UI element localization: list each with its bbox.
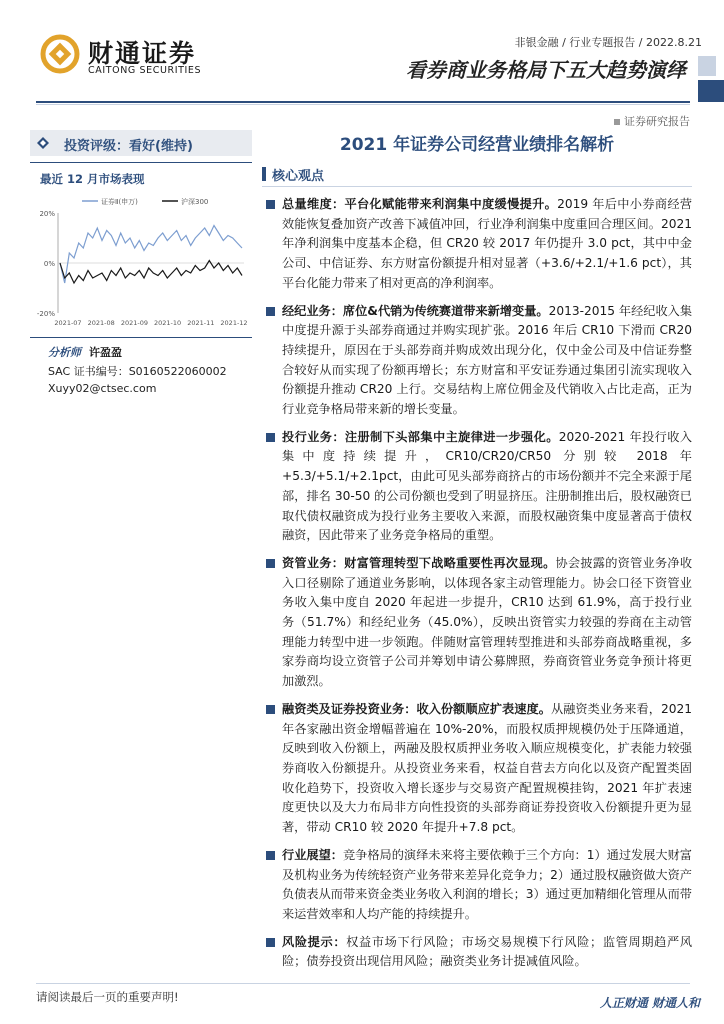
- core-divider: [262, 186, 692, 187]
- market-performance-title: 最近 12 月市场表现: [40, 172, 145, 186]
- key-point: [262, 933, 692, 972]
- key-point-heading: 风险提示：: [282, 934, 347, 949]
- brand-name-en: CAITONG SECURITIES: [88, 65, 202, 76]
- square-bullet-icon: [266, 705, 275, 714]
- chart-x-tick-label: 2021-12: [220, 319, 248, 327]
- square-bullet-icon: [266, 851, 275, 860]
- heading-bar: [262, 167, 266, 181]
- footer-disclaimer[interactable]: 请阅读最后一页的重要声明!: [36, 990, 179, 1004]
- report-type-label: 证券研究报告: [624, 115, 690, 128]
- analyst-sac: SAC 证书编号：S0160522060002: [48, 365, 227, 378]
- chart-series-line: [60, 261, 242, 284]
- sidebar-divider-2: [30, 337, 252, 338]
- key-point-heading: 经纪业务：席位&代销为传统赛道带来新增变量。: [282, 303, 549, 318]
- analyst-line: [48, 344, 252, 360]
- chart-legend-label: 证券Ⅱ(申万): [101, 198, 138, 206]
- key-point: [262, 700, 692, 838]
- chart-y-tick-label: -20%: [36, 310, 55, 318]
- key-point: [262, 428, 692, 546]
- header-decoration: [698, 80, 724, 102]
- rating-box: [30, 130, 252, 156]
- key-point-body: 2013-2015 年经纪收入集中度提升源于头部券商通过并购实现扩张。2016 年后 CR10 下滑而 CR20 持续提升，原因在于头部券商并购成效出现分化，仅中金公司及中信证券整合较好从而实现了份额再增长；东方财富和平安证券通过集团引流实现收入份额提升推动 CR20 上行。交易结构上席位佣金及代销收入占比走高，正为行业竞争格局带来新的增长变量。: [282, 303, 693, 417]
- key-point-heading: 资管业务：财富管理转型下战略重要性再次显现。: [282, 555, 556, 570]
- investment-rating: 投资评级：看好(维持): [64, 139, 193, 154]
- chart-series-line: [60, 226, 242, 284]
- chart-y-tick-label: 0%: [43, 260, 55, 268]
- sidebar: [30, 130, 252, 395]
- market-chart: [30, 191, 252, 333]
- market-chart-svg: [30, 191, 252, 333]
- chart-x-tick-label: 2021-08: [87, 319, 115, 327]
- square-bullet-icon: [266, 200, 275, 209]
- chart-legend-label: 沪深300: [181, 198, 209, 206]
- report-meta: 非银金融 / 行业专题报告 / 2022.8.21: [514, 36, 702, 49]
- chart-x-tick-label: 2021-07: [54, 319, 82, 327]
- square-bullet-icon: [266, 938, 275, 947]
- key-point-body: 竞争格局的演绎未来将主要依赖于三个方向：1）通过发展大财富及机构业务为传统轻资产业务带来差异化竞争力；2）通过股权融资做大资产负债表从而带来资金类业务收入利润的增长；3）通过更加精细化管理从而带来运营效率和人均产能的持续提升。: [282, 847, 692, 921]
- key-point-heading: 总量维度：平台化赋能带来利润集中度缓慢提升。: [282, 197, 558, 211]
- key-point-heading: 行业展望：: [282, 847, 343, 862]
- key-points: [262, 195, 692, 972]
- key-point-body: 从融资类业务来看，2021 年各家融出资金增幅普遍在 10%-20%，而股权质押规模仍处于压降通道，反映到收入份额上，两融及股权质押业务收入顺应规模变化，扩表能力较强券商收入份额提升。从投资业务来看，权益自营去方向化以及资产配置类固收化趋势下，投资收入增长逐步与交易资产配置规模挂钩，2021 年扩表速度更快以及大力布局非方向性投资的头部券商证券投资收入份额提升更为显著，带动 CR10 较 2020 年提升+7.8 pct。: [282, 701, 692, 835]
- square-bullet-icon: [266, 433, 275, 442]
- analyst-label: 分析师: [48, 346, 81, 359]
- header-divider: [36, 101, 690, 103]
- key-point: [262, 554, 692, 692]
- key-point-body: 协会披露的资管业务净收入口径剔除了通道业务影响，以体现各家主动管理能力。协会口径下资管业务收入集中度自 2020 年起进一步提升，CR10 达到 61.9%，高于投行业务（51.7%）和经纪业务（45.0%），反映出资管实力较强的券商在主动管理能力转型中进一步领跑。伴随财富管理转型推进和头部券商战略重视，多家券商均设立资管子公司并筹划申请公募牌照，券商资管业务竞争预计将更加激烈。: [282, 555, 693, 689]
- key-point-heading: 融资类及证券投资业务：收入份额顺应扩表速度。: [282, 701, 551, 716]
- chart-y-tick-label: 20%: [39, 210, 55, 218]
- key-point: [262, 195, 692, 294]
- sidebar-divider: [30, 162, 252, 163]
- footer-slogan: 人正财通 财通人和: [599, 996, 700, 1010]
- analyst-name: 许盈盈: [89, 346, 122, 359]
- brand-mark-icon: [40, 34, 80, 74]
- square-bullet-icon: [266, 307, 275, 316]
- diamond-icon: [36, 136, 50, 150]
- square-bullet-icon: [614, 119, 620, 125]
- header-divider-light: [36, 104, 690, 105]
- footer-divider: [36, 983, 690, 984]
- core-heading: [262, 164, 692, 184]
- brand-name-cn: 财通证券: [88, 39, 197, 68]
- analyst-email[interactable]: Xuyy02@ctsec.com: [48, 382, 157, 395]
- square-bullet-icon: [266, 559, 275, 568]
- chart-x-tick-label: 2021-11: [187, 319, 215, 327]
- key-point: [262, 302, 692, 420]
- key-point-heading: 投行业务：注册制下头部集中主旋律进一步强化。: [282, 429, 559, 444]
- report-type: [614, 113, 690, 129]
- page-title: 看券商业务格局下五大趋势演绎: [406, 58, 686, 82]
- core-heading-text: 核心观点: [272, 169, 325, 184]
- report-title: 2021 年证券公司经营业绩排名解析: [339, 135, 615, 155]
- brand-logo: [40, 34, 220, 80]
- key-point-body: 2019 年后中小券商经营效能恢复叠加资产改善下减值冲回，行业净利润集中度重回合理区间。2021 年净利润集中度基本企稳，但 CR20 较 2017 年仍提升 3.0 pct，其中中金公司、中信证券、东方财富份额提升相对显著（+3.6/+2.1/+1.6 pct），其平台化能力带来了相对更高的净利润率。: [282, 197, 693, 290]
- key-point-body: 2020-2021 年投行收入集中度持续提升，CR10/CR20/CR50 分别较 2018 年+5.3/+5.1/+2.1pct，由此可见头部券商挤占的市场份额并不完全来源于尾部，排名 30-50 的公司份额也受到了明显挤压。注册制推出后，股权融资已取代债权融资成为投行业务主要收入来源，而股权融资集中度显著高于债权融资，因此带来了业务竞争格局的重塑。: [282, 429, 693, 543]
- chart-x-tick-label: 2021-09: [120, 319, 148, 327]
- header-decoration-light: [698, 56, 716, 76]
- key-point: [262, 846, 692, 925]
- chart-x-tick-label: 2021-10: [154, 319, 182, 327]
- main-content: [262, 130, 692, 980]
- key-point-body: 权益市场下行风险；市场交易规模下行风险；监管周期趋严风险；债券投资出现信用风险；融资类业务计提减值风险。: [282, 934, 693, 969]
